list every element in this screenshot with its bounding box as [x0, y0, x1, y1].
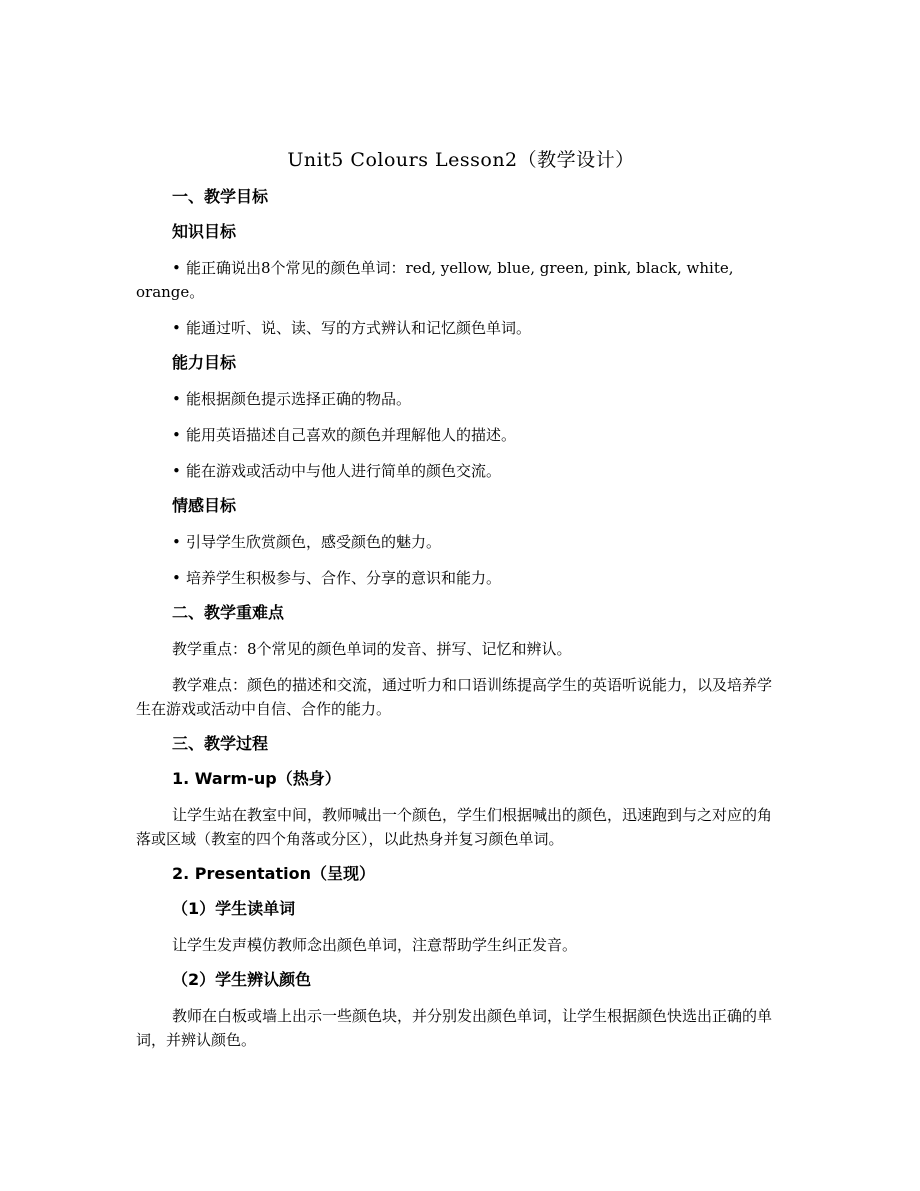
bullet-icon: • [172, 462, 181, 480]
bullet-icon: • [172, 533, 181, 551]
ability-item: • 能用英语描述自己喜欢的颜色并理解他人的描述。 [136, 423, 786, 447]
bullet-icon: • [172, 259, 181, 277]
key-point-text: 教学重点：8个常见的颜色单词的发音、拼写、记忆和辨认。 [172, 640, 572, 658]
subheading-warmup: 1. Warm-up（热身） [172, 769, 341, 788]
ability-item: • 能根据颜色提示选择正确的物品。 [136, 387, 786, 411]
warmup-text: 让学生站在教室中间，教师喊出一个颜色，学生们根据喊出的颜色，迅速跑到与之对应的角落或区域（教室的四个角落或分区），以此热身并复习颜色单词。 [136, 806, 773, 848]
subheading-step2: （2）学生辨认颜色 [172, 970, 312, 989]
emotion-item: • 引导学生欣赏颜色，感受颜色的魅力。 [136, 530, 786, 554]
section-heading-process: 三、教学过程 [172, 734, 269, 753]
subheading-emotion: 情感目标 [172, 496, 237, 515]
subheading-presentation: 2. Presentation（呈现） [172, 864, 375, 883]
subheading-step1: （1）学生读单词 [172, 899, 296, 918]
section-heading-key-points: 二、教学重难点 [172, 603, 285, 622]
knowledge-item: • 能通过听、说、读、写的方式辨认和记忆颜色单词。 [136, 316, 786, 340]
document-page [136, 148, 786, 1064]
bullet-icon: • [172, 426, 181, 444]
knowledge-item: • 能正确说出8个常见的颜色单词：red, yellow, blue, green, pink, black, white, orange。 [136, 256, 786, 304]
subheading-knowledge: 知识目标 [172, 222, 237, 241]
subheading-ability: 能力目标 [172, 353, 237, 372]
step2-text: 教师在白板或墙上出示一些颜色块，并分别发出颜色单词，让学生根据颜色快选出正确的单词，并辨认颜色。 [136, 1007, 773, 1049]
bullet-icon: • [172, 390, 181, 408]
step1-text: 让学生发声模仿教师念出颜色单词，注意帮助学生纠正发音。 [172, 936, 578, 954]
ability-item: • 能在游戏或活动中与他人进行简单的颜色交流。 [136, 459, 786, 483]
difficult-point-text: 教学难点：颜色的描述和交流，通过听力和口语训练提高学生的英语听说能力，以及培养学生在游戏或活动中自信、合作的能力。 [136, 676, 773, 718]
bullet-icon: • [172, 569, 181, 587]
bullet-icon: • [172, 319, 181, 337]
emotion-item: • 培养学生积极参与、合作、分享的意识和能力。 [136, 566, 786, 590]
document-title: Unit5 Colours Lesson2（教学设计） [287, 149, 635, 171]
section-heading-goals: 一、教学目标 [172, 187, 269, 206]
